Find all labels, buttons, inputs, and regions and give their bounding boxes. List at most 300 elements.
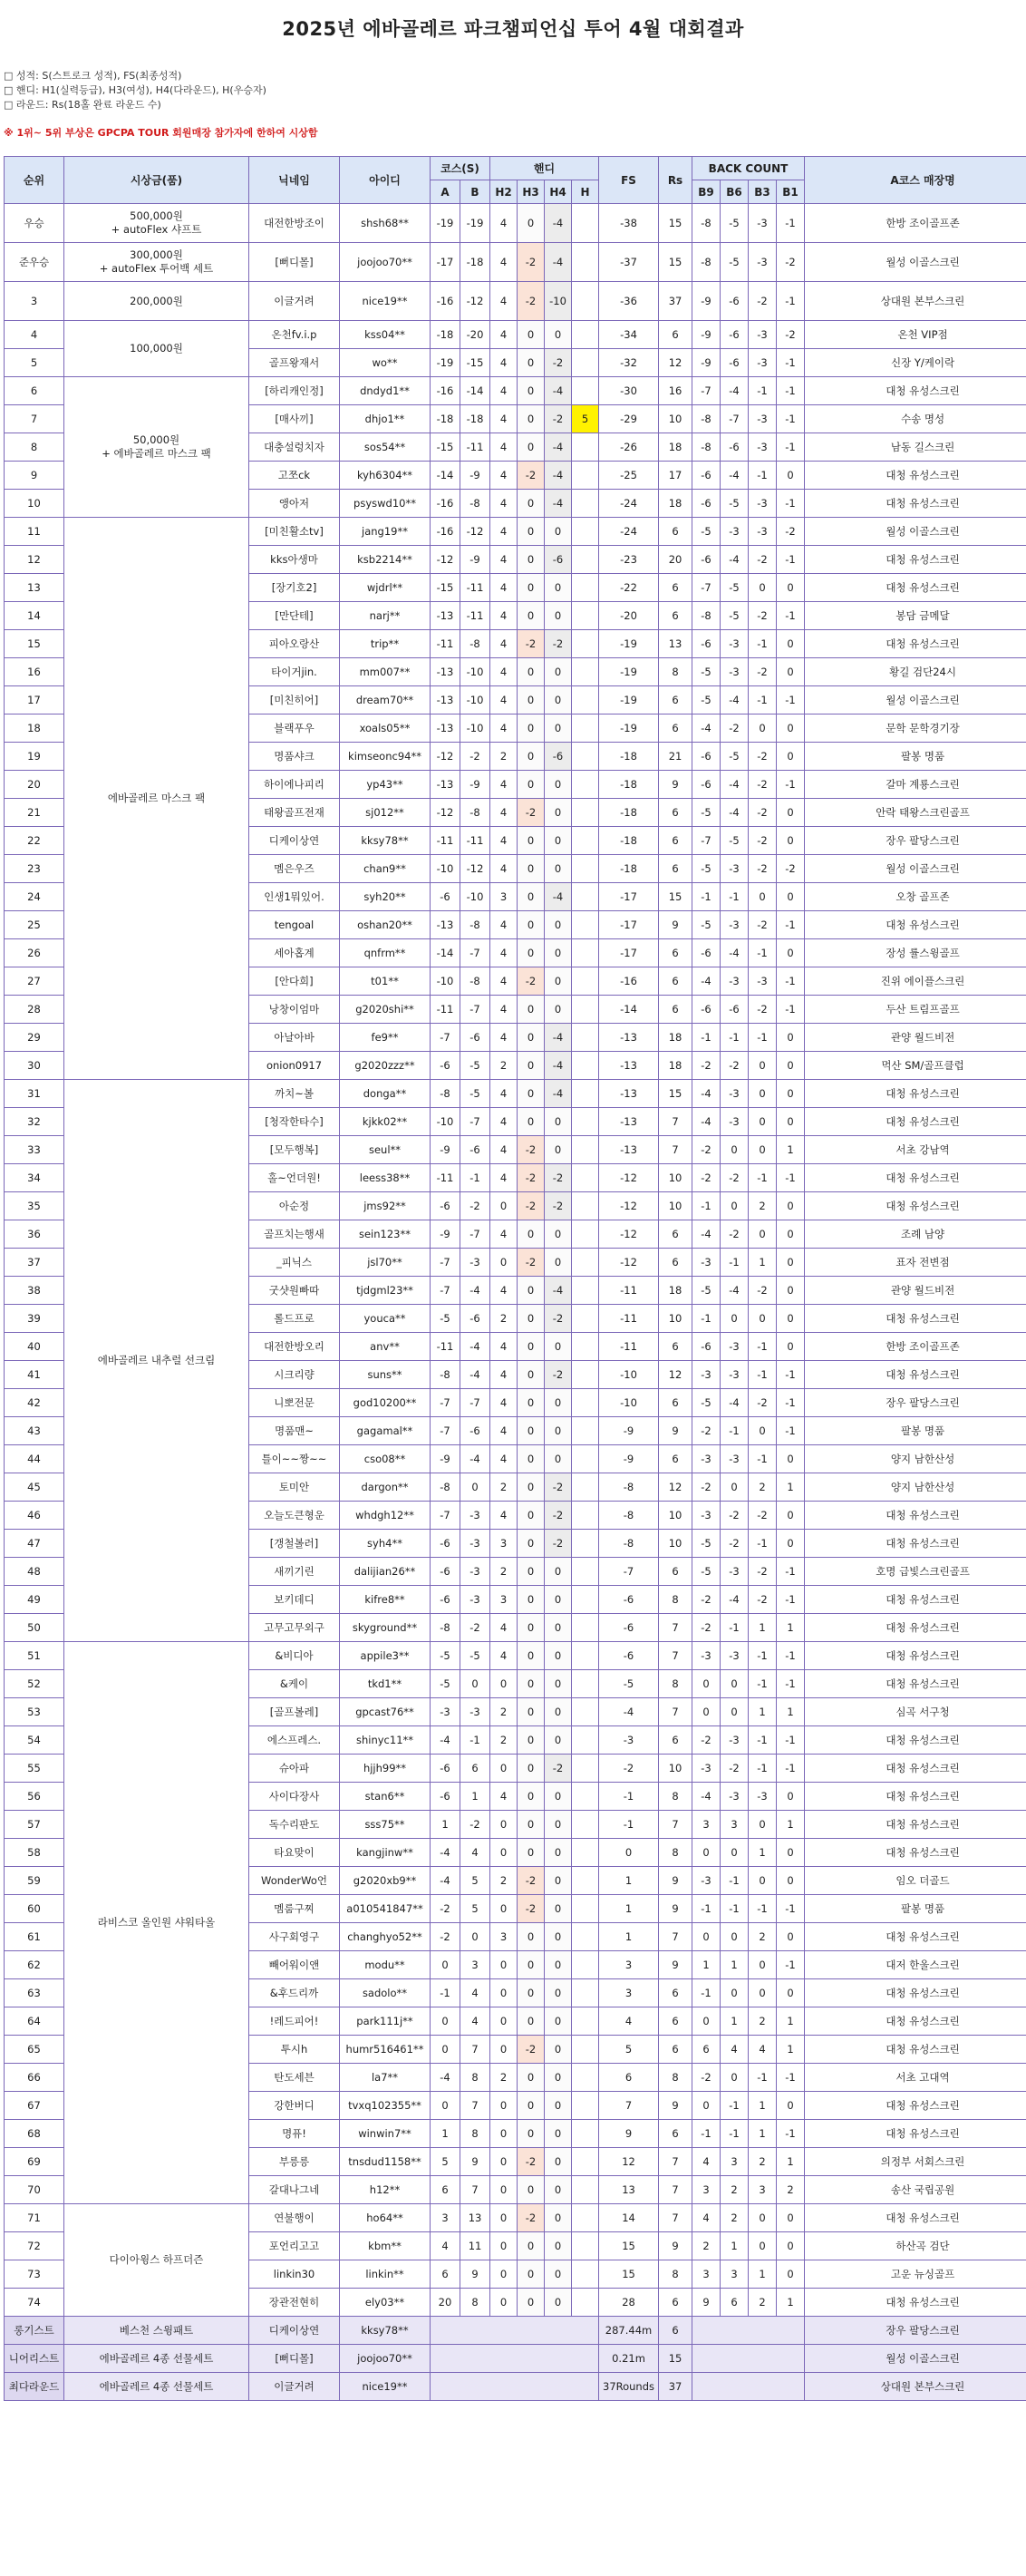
- cell-a: -6: [431, 1530, 460, 1558]
- cell-rs: 15: [659, 204, 692, 243]
- cell-rs: 7: [659, 2204, 692, 2232]
- cell-b6: 0: [721, 1473, 749, 1502]
- cell-id: kjkk02**: [340, 1108, 431, 1136]
- cell-b: 0: [460, 1923, 490, 1951]
- cell-h4: 0: [545, 827, 572, 855]
- cell-a: 1: [431, 1811, 460, 1839]
- cell-h: [572, 2260, 599, 2289]
- cell-nick: 타요맞이: [249, 1839, 340, 1867]
- cell-b6: -3: [721, 630, 749, 658]
- cell-h3: -2: [518, 462, 545, 490]
- cell-b1: 0: [777, 827, 805, 855]
- cell-h4: 0: [545, 686, 572, 714]
- cell-b: -20: [460, 321, 490, 349]
- cell-h3: 0: [518, 349, 545, 377]
- cell-nick: 명품맨~: [249, 1417, 340, 1445]
- cell-a: -9: [431, 1220, 460, 1249]
- cell-rank: 33: [5, 1136, 64, 1164]
- cell-a: -6: [431, 1052, 460, 1080]
- cell-h: [572, 686, 599, 714]
- cell-nick: 사이다장사: [249, 1783, 340, 1811]
- cell-nick: 아순정: [249, 1192, 340, 1220]
- cell-store: 대청 유성스크린: [805, 1642, 1026, 1670]
- cell-a: -10: [431, 1108, 460, 1136]
- cell-a: -13: [431, 911, 460, 939]
- cell-h3: -2: [518, 799, 545, 827]
- cell-b9: -2: [692, 1136, 721, 1164]
- cell-id: psyswd10**: [340, 490, 431, 518]
- cell-h: [572, 1445, 599, 1473]
- cell-fs: -13: [599, 1136, 659, 1164]
- cell-b9: 0: [692, 1839, 721, 1867]
- cell-h: [572, 1783, 599, 1811]
- cell-h2: 4: [490, 1417, 518, 1445]
- cell-b6: 1: [721, 1951, 749, 1979]
- cell-h: [572, 1839, 599, 1867]
- cell-fs: 3: [599, 1951, 659, 1979]
- cell-id: trip**: [340, 630, 431, 658]
- cell-b6: -5: [721, 574, 749, 602]
- cell-a: -7: [431, 1502, 460, 1530]
- cell-b3: -1: [749, 1164, 777, 1192]
- cell-b3: -1: [749, 377, 777, 405]
- cell-b3: 2: [749, 2289, 777, 2317]
- cell-h3: 0: [518, 1473, 545, 1502]
- cell-h: [572, 1080, 599, 1108]
- cell-rank: 69: [5, 2148, 64, 2176]
- cell-b6: -1: [721, 1867, 749, 1895]
- cell-b3: 0: [749, 1811, 777, 1839]
- cell-a: -17: [431, 243, 460, 282]
- cell-store: 한방 조이골프존: [805, 1333, 1026, 1361]
- cell-fs: -24: [599, 490, 659, 518]
- cell-b9: 6: [692, 2036, 721, 2064]
- cell-id: suns**: [340, 1361, 431, 1389]
- cell-fs: 1: [599, 1867, 659, 1895]
- cell-store: 의정부 서회스크린: [805, 2148, 1026, 2176]
- cell-b6: -3: [721, 1726, 749, 1755]
- cell-h3: 0: [518, 1923, 545, 1951]
- cell-h3: -2: [518, 1164, 545, 1192]
- cell-b9: -2: [692, 2064, 721, 2092]
- cell-h3: -2: [518, 1136, 545, 1164]
- cell-h2: 4: [490, 1333, 518, 1361]
- award-label: 니어리스트: [5, 2345, 64, 2373]
- cell-h: [572, 1473, 599, 1502]
- cell-fs: -12: [599, 1192, 659, 1220]
- cell-a: -6: [431, 1755, 460, 1783]
- cell-b9: -5: [692, 1389, 721, 1417]
- cell-b6: 4: [721, 2036, 749, 2064]
- cell-h3: 0: [518, 1558, 545, 1586]
- cell-b1: -1: [777, 433, 805, 462]
- cell-h3: 0: [518, 1726, 545, 1755]
- cell-h3: -2: [518, 282, 545, 321]
- cell-b9: -8: [692, 405, 721, 433]
- cell-h3: 0: [518, 1333, 545, 1361]
- cell-nick: &비디아: [249, 1642, 340, 1670]
- award-nick: [뻐디몰]: [249, 2345, 340, 2373]
- cell-id: tnsdud1158**: [340, 2148, 431, 2176]
- cell-b3: -1: [749, 1024, 777, 1052]
- cell-rs: 6: [659, 1726, 692, 1755]
- cell-rs: 10: [659, 1164, 692, 1192]
- cell-rs: 10: [659, 1530, 692, 1558]
- cell-id: dream70**: [340, 686, 431, 714]
- cell-rank: 39: [5, 1305, 64, 1333]
- cell-fs: -23: [599, 546, 659, 574]
- cell-h2: 0: [490, 1670, 518, 1698]
- award-nick: 디케이상연: [249, 2317, 340, 2345]
- cell-b: -6: [460, 1305, 490, 1333]
- cell-h4: 0: [545, 911, 572, 939]
- cell-nick: 태왕골프전재: [249, 799, 340, 827]
- cell-h4: 0: [545, 1783, 572, 1811]
- cell-b: -3: [460, 1502, 490, 1530]
- cell-b6: 3: [721, 1811, 749, 1839]
- cell-b: 9: [460, 2148, 490, 2176]
- cell-rank: 13: [5, 574, 64, 602]
- cell-b9: 2: [692, 2232, 721, 2260]
- cell-id: sj012**: [340, 799, 431, 827]
- cell-fs: -13: [599, 1024, 659, 1052]
- cell-id: modu**: [340, 1951, 431, 1979]
- cell-h4: 0: [545, 1445, 572, 1473]
- award-row: [5, 2373, 1026, 2401]
- cell-h4: 0: [545, 1220, 572, 1249]
- cell-h2: 4: [490, 771, 518, 799]
- cell-id: wjdrl**: [340, 574, 431, 602]
- prize-cell: 500,000원 + autoFlex 샤프트: [64, 204, 249, 243]
- cell-fs: -8: [599, 1530, 659, 1558]
- cell-rs: 6: [659, 1445, 692, 1473]
- cell-h3: -2: [518, 1867, 545, 1895]
- cell-h4: 0: [545, 1558, 572, 1586]
- cell-b9: -1: [692, 1192, 721, 1220]
- cell-h4: 0: [545, 1249, 572, 1277]
- cell-b9: -6: [692, 996, 721, 1024]
- cell-b6: -3: [721, 1445, 749, 1473]
- cell-nick: 틀이~~짱~~: [249, 1445, 340, 1473]
- cell-h4: 0: [545, 1389, 572, 1417]
- cell-a: -13: [431, 771, 460, 799]
- cell-store: 대청 유성스크린: [805, 546, 1026, 574]
- cell-b9: -1: [692, 2120, 721, 2148]
- cell-b9: -3: [692, 1755, 721, 1783]
- cell-h3: 0: [518, 1220, 545, 1249]
- col-h4: H4: [545, 180, 572, 204]
- cell-b1: 1: [777, 1614, 805, 1642]
- cell-h: [572, 967, 599, 996]
- cell-fs: -11: [599, 1333, 659, 1361]
- cell-b3: -1: [749, 1530, 777, 1558]
- cell-b6: -3: [721, 1361, 749, 1389]
- cell-b: -10: [460, 883, 490, 911]
- cell-b: -4: [460, 1277, 490, 1305]
- cell-nick: 골프치는행새: [249, 1220, 340, 1249]
- cell-rank: 64: [5, 2007, 64, 2036]
- cell-b3: -1: [749, 1670, 777, 1698]
- cell-fs: -1: [599, 1811, 659, 1839]
- cell-rs: 12: [659, 1473, 692, 1502]
- cell-h3: 0: [518, 1839, 545, 1867]
- cell-b1: -1: [777, 1895, 805, 1923]
- cell-h: [572, 2007, 599, 2036]
- col-h: H: [572, 180, 599, 204]
- cell-h2: 4: [490, 243, 518, 282]
- cell-rs: 6: [659, 799, 692, 827]
- cell-h3: 0: [518, 433, 545, 462]
- cell-id: sein123**: [340, 1220, 431, 1249]
- cell-h3: 0: [518, 546, 545, 574]
- cell-store: 대청 유성스크린: [805, 462, 1026, 490]
- cell-b: 7: [460, 2036, 490, 2064]
- cell-store: 남동 길스크린: [805, 433, 1026, 462]
- cell-fs: -20: [599, 602, 659, 630]
- cell-b: 1: [460, 1783, 490, 1811]
- cell-b1: -1: [777, 686, 805, 714]
- cell-a: 0: [431, 2007, 460, 2036]
- cell-b6: -5: [721, 743, 749, 771]
- cell-b3: -2: [749, 282, 777, 321]
- cell-id: xoals05**: [340, 714, 431, 743]
- cell-b1: -1: [777, 405, 805, 433]
- cell-fs: 1: [599, 1923, 659, 1951]
- cell-b1: 0: [777, 1867, 805, 1895]
- cell-rs: 7: [659, 1811, 692, 1839]
- cell-b1: 0: [777, 1277, 805, 1305]
- cell-b1: 0: [777, 939, 805, 967]
- cell-id: god10200**: [340, 1389, 431, 1417]
- cell-h3: 0: [518, 1445, 545, 1473]
- cell-h2: 4: [490, 1277, 518, 1305]
- cell-rs: 6: [659, 827, 692, 855]
- cell-h3: 0: [518, 321, 545, 349]
- cell-rank: 3: [5, 282, 64, 321]
- cell-fs: -2: [599, 1755, 659, 1783]
- cell-b1: 1: [777, 1811, 805, 1839]
- cell-b1: 0: [777, 1305, 805, 1333]
- cell-b3: 4: [749, 2036, 777, 2064]
- cell-h: [572, 939, 599, 967]
- cell-rank: 14: [5, 602, 64, 630]
- cell-h: [572, 2289, 599, 2317]
- cell-id: narj**: [340, 602, 431, 630]
- cell-id: dndyd1**: [340, 377, 431, 405]
- cell-id: ho64**: [340, 2204, 431, 2232]
- cell-b6: -1: [721, 1614, 749, 1642]
- cell-store: 대청 유성스크린: [805, 630, 1026, 658]
- cell-nick: 타이거jin.: [249, 658, 340, 686]
- cell-nick: 새끼기린: [249, 1558, 340, 1586]
- cell-id: gagamal**: [340, 1417, 431, 1445]
- cell-h4: 0: [545, 1417, 572, 1445]
- cell-store: 봉담 금메달: [805, 602, 1026, 630]
- cell-fs: -36: [599, 282, 659, 321]
- cell-fs: -38: [599, 204, 659, 243]
- cell-b1: 1: [777, 2148, 805, 2176]
- cell-h4: 0: [545, 2289, 572, 2317]
- cell-b3: -1: [749, 1445, 777, 1473]
- cell-h: [572, 490, 599, 518]
- cell-h2: 4: [490, 282, 518, 321]
- cell-store: 대청 유성스크린: [805, 1811, 1026, 1839]
- cell-b1: 1: [777, 2007, 805, 2036]
- cell-h2: 2: [490, 1867, 518, 1895]
- cell-id: g2020shi**: [340, 996, 431, 1024]
- cell-h4: 0: [545, 1108, 572, 1136]
- cell-rank: 54: [5, 1726, 64, 1755]
- cell-b1: -1: [777, 1558, 805, 1586]
- cell-store: 대청 유성스크린: [805, 1305, 1026, 1333]
- cell-h: [572, 1614, 599, 1642]
- cell-h4: 0: [545, 321, 572, 349]
- cell-rank: 66: [5, 2064, 64, 2092]
- cell-h3: -2: [518, 2204, 545, 2232]
- cell-b1: 1: [777, 2036, 805, 2064]
- cell-nick: 부릉릉: [249, 2148, 340, 2176]
- cell-id: joojoo70**: [340, 243, 431, 282]
- cell-b: 0: [460, 1670, 490, 1698]
- cell-rank: 15: [5, 630, 64, 658]
- award-rs: 6: [659, 2317, 692, 2345]
- cell-b: -5: [460, 1642, 490, 1670]
- cell-h2: 0: [490, 1811, 518, 1839]
- cell-h4: 0: [545, 1951, 572, 1979]
- cell-b3: -2: [749, 602, 777, 630]
- cell-id: skyground**: [340, 1614, 431, 1642]
- cell-h4: -2: [545, 630, 572, 658]
- cell-store: 대저 한울스크린: [805, 1951, 1026, 1979]
- cell-h: [572, 1389, 599, 1417]
- cell-h3: -2: [518, 1895, 545, 1923]
- cell-h4: -4: [545, 204, 572, 243]
- cell-store: 대청 유성스크린: [805, 1080, 1026, 1108]
- cell-h2: 4: [490, 204, 518, 243]
- cell-b3: -2: [749, 546, 777, 574]
- cell-b1: 0: [777, 714, 805, 743]
- cell-rank: 60: [5, 1895, 64, 1923]
- cell-h: [572, 799, 599, 827]
- cell-rank: 19: [5, 743, 64, 771]
- cell-id: tjdgml23**: [340, 1277, 431, 1305]
- award-id: nice19**: [340, 2373, 431, 2401]
- cell-store: 한방 조이골프존: [805, 204, 1026, 243]
- cell-fs: -6: [599, 1614, 659, 1642]
- cell-b3: -1: [749, 1726, 777, 1755]
- cell-h2: 0: [490, 2007, 518, 2036]
- cell-b9: -6: [692, 939, 721, 967]
- cell-rank: 62: [5, 1951, 64, 1979]
- cell-b9: -5: [692, 686, 721, 714]
- cell-h3: 0: [518, 2120, 545, 2148]
- cell-fs: -34: [599, 321, 659, 349]
- cell-b9: 0: [692, 2092, 721, 2120]
- cell-fs: 3: [599, 1979, 659, 2007]
- award-id: kksy78**: [340, 2317, 431, 2345]
- cell-h4: -4: [545, 1080, 572, 1108]
- cell-nick: onion0917: [249, 1052, 340, 1080]
- cell-b6: 2: [721, 2176, 749, 2204]
- cell-b1: 0: [777, 883, 805, 911]
- cell-a: -19: [431, 349, 460, 377]
- cell-b6: -3: [721, 1783, 749, 1811]
- cell-rank: 35: [5, 1192, 64, 1220]
- cell-h2: 3: [490, 883, 518, 911]
- cell-rank: 50: [5, 1614, 64, 1642]
- cell-h2: 0: [490, 2120, 518, 2148]
- cell-id: jms92**: [340, 1192, 431, 1220]
- cell-store: 표자 전변점: [805, 1249, 1026, 1277]
- cell-b9: -4: [692, 1080, 721, 1108]
- cell-id: wo**: [340, 349, 431, 377]
- cell-rs: 6: [659, 1389, 692, 1417]
- cell-store: 월성 이골스크린: [805, 686, 1026, 714]
- cell-a: 1: [431, 2120, 460, 2148]
- cell-nick: 세아홉계: [249, 939, 340, 967]
- cell-b: -9: [460, 546, 490, 574]
- cell-h2: 3: [490, 1530, 518, 1558]
- cell-rank: 34: [5, 1164, 64, 1192]
- cell-b9: 4: [692, 2148, 721, 2176]
- cell-nick: linkin30: [249, 2260, 340, 2289]
- cell-b1: -1: [777, 1389, 805, 1417]
- cell-id: qnfrm**: [340, 939, 431, 967]
- cell-h3: 0: [518, 518, 545, 546]
- cell-b1: 0: [777, 1220, 805, 1249]
- cell-b: -10: [460, 658, 490, 686]
- cell-fs: -19: [599, 630, 659, 658]
- cell-b6: -4: [721, 1389, 749, 1417]
- cell-a: -6: [431, 1783, 460, 1811]
- cell-b: -5: [460, 1052, 490, 1080]
- cell-h2: 0: [490, 1839, 518, 1867]
- cell-b3: 0: [749, 1108, 777, 1136]
- cell-h2: 0: [490, 2176, 518, 2204]
- cell-a: -11: [431, 630, 460, 658]
- cell-b3: -1: [749, 1361, 777, 1389]
- cell-h2: 0: [490, 2232, 518, 2260]
- cell-h4: -6: [545, 546, 572, 574]
- cell-nick: 보키데디: [249, 1586, 340, 1614]
- cell-h: [572, 1417, 599, 1445]
- cell-rank: 44: [5, 1445, 64, 1473]
- cell-h: [572, 433, 599, 462]
- cell-h4: 0: [545, 1811, 572, 1839]
- col-nick: 닉네임: [249, 157, 340, 204]
- cell-fs: -19: [599, 714, 659, 743]
- cell-h4: 0: [545, 1867, 572, 1895]
- cell-b3: -3: [749, 321, 777, 349]
- cell-id: anv**: [340, 1333, 431, 1361]
- cell-rs: 15: [659, 1080, 692, 1108]
- cell-h: [572, 1333, 599, 1361]
- cell-rank: 38: [5, 1277, 64, 1305]
- cell-b6: 0: [721, 1670, 749, 1698]
- cell-b6: -3: [721, 1108, 749, 1136]
- cell-h4: 0: [545, 2204, 572, 2232]
- cell-b6: 6: [721, 2289, 749, 2317]
- cell-a: -18: [431, 405, 460, 433]
- cell-nick: 낭창이엄마: [249, 996, 340, 1024]
- cell-h: [572, 518, 599, 546]
- cell-b: -15: [460, 349, 490, 377]
- cell-a: -10: [431, 855, 460, 883]
- cell-h3: 0: [518, 771, 545, 799]
- cell-h4: -2: [545, 349, 572, 377]
- cell-h3: -2: [518, 967, 545, 996]
- cell-rs: 37: [659, 282, 692, 321]
